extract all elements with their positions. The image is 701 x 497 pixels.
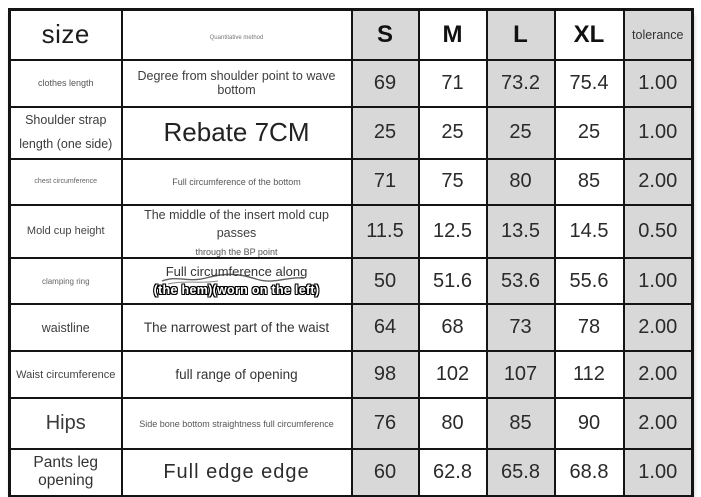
row-label-cell xyxy=(10,351,122,398)
value-l: 85 xyxy=(487,398,555,449)
row-label: waistline xyxy=(41,320,90,335)
outlined-text-wrap xyxy=(154,281,320,299)
row-description: Full circumference of the bottom xyxy=(172,176,301,187)
size-header-label: size xyxy=(41,19,90,50)
row-desc-cell xyxy=(122,398,352,449)
value-tolerance: 1.00 xyxy=(624,107,693,159)
row-clothes-length xyxy=(10,60,693,107)
row-desc-cell xyxy=(122,205,352,259)
row-label-cell xyxy=(10,449,122,496)
value-l: 25 xyxy=(487,107,555,159)
value-xl: 75.4 xyxy=(555,60,624,107)
value-tolerance: 1.00 xyxy=(624,449,693,496)
value-xl: 14.5 xyxy=(555,205,624,259)
method-header-label: Quantitative method xyxy=(209,34,264,41)
row-desc-cell xyxy=(122,159,352,205)
value-tolerance: 2.00 xyxy=(624,304,693,351)
row-description: Full circumference along xyxy=(165,263,308,279)
row-label-cell xyxy=(10,159,122,205)
value-s: 98 xyxy=(352,351,419,398)
value-s: 50 xyxy=(352,258,419,304)
value-l: 80 xyxy=(487,159,555,205)
value-tolerance: 1.00 xyxy=(624,258,693,304)
row-label-cell xyxy=(10,205,122,259)
value-s: 69 xyxy=(352,60,419,107)
method-header-cell xyxy=(122,10,352,60)
row-shoulder-strap xyxy=(10,107,693,159)
row-description: Rebate 7CM xyxy=(163,117,310,147)
row-chest-circumference xyxy=(10,159,693,205)
row-description: full range of opening xyxy=(175,367,298,382)
row-desc-cell xyxy=(122,449,352,496)
tolerance-header: tolerance xyxy=(624,10,693,60)
value-m: 68 xyxy=(419,304,487,351)
row-waistline xyxy=(10,304,693,351)
value-xl: 25 xyxy=(555,107,624,159)
row-label: chest circumference xyxy=(34,178,98,185)
value-tolerance: 1.00 xyxy=(624,60,693,107)
value-l: 107 xyxy=(487,351,555,398)
value-xl: 68.8 xyxy=(555,449,624,496)
size-chart-table xyxy=(8,8,694,497)
row-desc-cell xyxy=(122,258,352,304)
size-l-header: L xyxy=(487,10,555,60)
value-m: 75 xyxy=(419,159,487,205)
row-desc-cell xyxy=(122,60,352,107)
row-label-cell xyxy=(10,304,122,351)
row-desc-cell xyxy=(122,107,352,159)
value-m: 25 xyxy=(419,107,487,159)
row-mold-cup-height xyxy=(10,205,693,259)
row-label-line2: length (one side) xyxy=(19,136,113,151)
row-label: Mold cup height xyxy=(26,225,105,238)
row-label-cell xyxy=(10,258,122,304)
row-waist-circumference xyxy=(10,351,693,398)
row-clamping-ring xyxy=(10,258,693,304)
size-s-header: S xyxy=(352,10,419,60)
value-m: 12.5 xyxy=(419,205,487,259)
value-xl: 90 xyxy=(555,398,624,449)
value-s: 25 xyxy=(352,107,419,159)
row-label: Waist circumference xyxy=(16,368,116,381)
size-xl-header: XL xyxy=(555,10,624,60)
row-description-line2: (the hem)(worn on the left) xyxy=(153,282,320,297)
value-tolerance: 2.00 xyxy=(624,398,693,449)
value-m: 80 xyxy=(419,398,487,449)
row-label: Pants leg opening xyxy=(33,454,99,490)
row-pants-leg-opening xyxy=(10,449,693,496)
value-m: 71 xyxy=(419,60,487,107)
value-l: 73.2 xyxy=(487,60,555,107)
row-label-cell xyxy=(10,107,122,159)
value-s: 64 xyxy=(352,304,419,351)
row-label: Hips xyxy=(45,412,86,434)
value-xl: 85 xyxy=(555,159,624,205)
row-desc-cell xyxy=(122,351,352,398)
row-description-line2: through the BP point xyxy=(195,247,278,257)
row-label: clothes length xyxy=(37,78,94,88)
value-l: 13.5 xyxy=(487,205,555,259)
row-description: The narrowest part of the waist xyxy=(143,320,330,335)
value-s: 60 xyxy=(352,449,419,496)
value-xl: 112 xyxy=(555,351,624,398)
value-tolerance: 2.00 xyxy=(624,159,693,205)
row-label-cell xyxy=(10,398,122,449)
row-description: Full edge edge xyxy=(163,460,310,483)
size-header-cell xyxy=(10,10,122,60)
value-xl: 78 xyxy=(555,304,624,351)
row-hips xyxy=(10,398,693,449)
value-l: 65.8 xyxy=(487,449,555,496)
value-xl: 55.6 xyxy=(555,258,624,304)
value-l: 73 xyxy=(487,304,555,351)
value-l: 53.6 xyxy=(487,258,555,304)
row-desc-cell xyxy=(122,304,352,351)
value-m: 51.6 xyxy=(419,258,487,304)
row-label: clamping ring xyxy=(41,276,90,286)
header-row xyxy=(10,10,693,60)
row-description: Side bone bottom straightness full circumference xyxy=(139,418,334,429)
row-description: The middle of the insert mold cup passes xyxy=(144,207,329,241)
row-label: Shoulder strap xyxy=(25,112,107,127)
value-s: 76 xyxy=(352,398,419,449)
value-s: 71 xyxy=(352,159,419,205)
size-m-header: M xyxy=(419,10,487,60)
value-m: 62.8 xyxy=(419,449,487,496)
row-description: Degree from shoulder point to wave bottom xyxy=(137,69,336,97)
value-s: 11.5 xyxy=(352,205,419,259)
row-label-cell xyxy=(10,60,122,107)
value-m: 102 xyxy=(419,351,487,398)
value-tolerance: 2.00 xyxy=(624,351,693,398)
value-tolerance: 0.50 xyxy=(624,205,693,259)
